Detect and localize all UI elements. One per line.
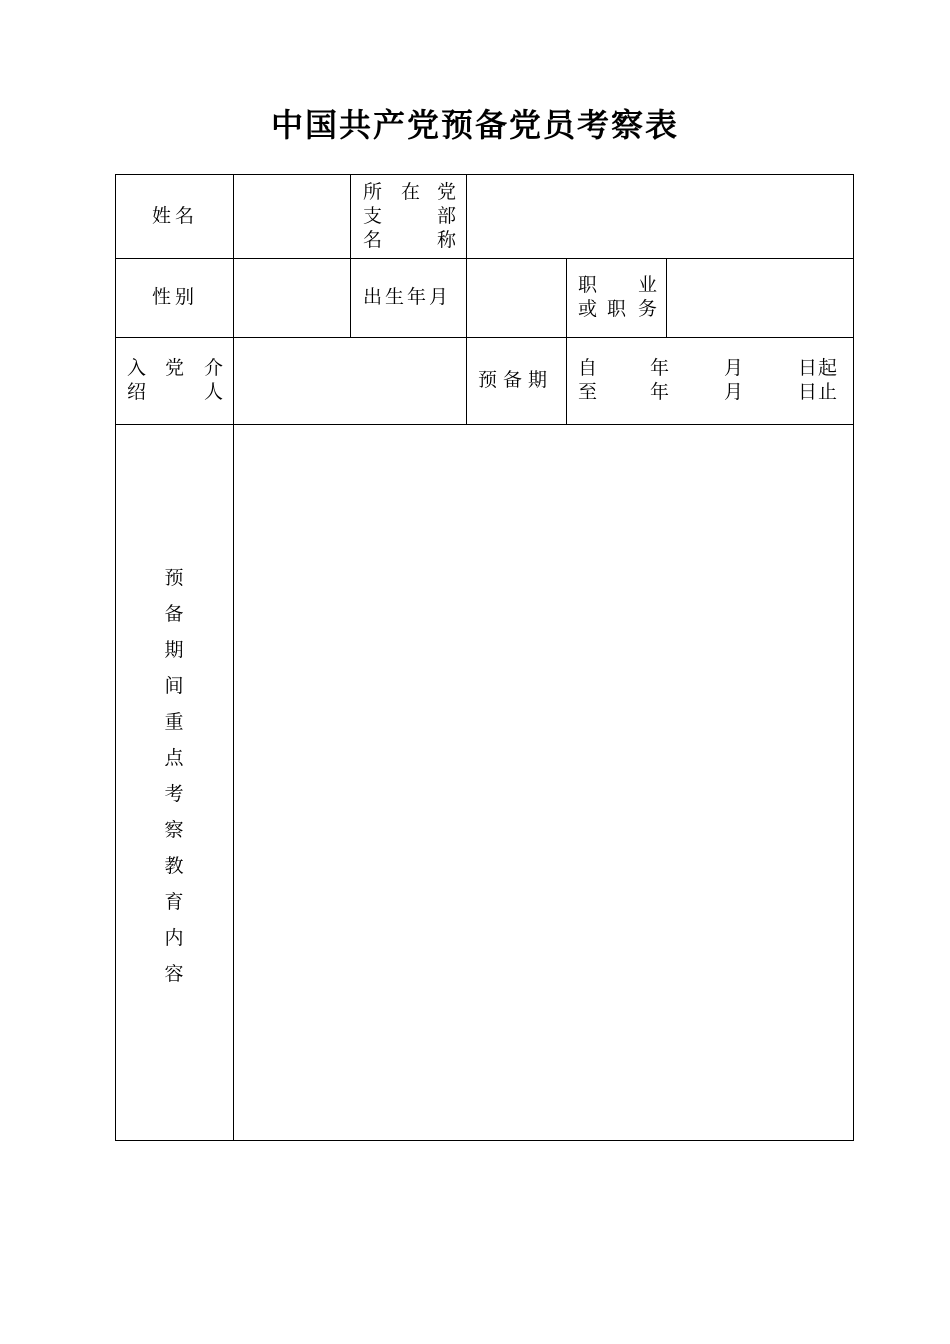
- content-label-char: 预: [164, 567, 184, 589]
- period-to-prefix: 至: [578, 381, 598, 403]
- content-label-char: 容: [164, 963, 184, 985]
- content-label-char: 期: [164, 639, 184, 661]
- content-label-cell: [115, 424, 234, 1141]
- period-from-month: 月: [724, 357, 744, 379]
- content-field[interactable]: [233, 424, 854, 1141]
- job-label-m2: 职: [607, 298, 627, 320]
- branch-label-c3-1: 党: [437, 181, 457, 203]
- introducer-label-l2: 绍: [127, 381, 147, 403]
- name-label: 姓名: [152, 205, 199, 227]
- birth-field[interactable]: [466, 258, 567, 338]
- content-label-char: 间: [164, 675, 184, 697]
- branch-label-c1-1: 所: [363, 181, 383, 203]
- period-from-day: 日起: [798, 357, 839, 379]
- branch-label-c1-3: 名: [363, 229, 383, 251]
- branch-label-c1-2: 支: [363, 205, 383, 227]
- job-label-l2: 或: [578, 298, 598, 320]
- job-label-l1: 职: [578, 274, 598, 296]
- gender-field[interactable]: [233, 258, 351, 338]
- content-label-char: 育: [164, 891, 184, 913]
- content-label-char: 考: [164, 783, 184, 805]
- job-field[interactable]: [666, 258, 854, 338]
- content-label-char: 重: [164, 711, 184, 733]
- name-label-cell: [115, 174, 234, 259]
- period-to-day: 日止: [798, 381, 839, 403]
- birth-label-cell: [350, 258, 467, 338]
- period-to-year: 年: [650, 381, 670, 403]
- page-title: 中国共产党预备党员考察表: [270, 106, 679, 144]
- content-label-char: 备: [164, 603, 184, 625]
- period-from-prefix: 自: [578, 357, 598, 379]
- branch-label-cell: [350, 174, 467, 259]
- gender-label: 性别: [152, 286, 199, 308]
- job-label-r2: 务: [638, 298, 658, 320]
- branch-label-c3-3: 称: [437, 229, 457, 251]
- period-label-cell: [466, 337, 567, 425]
- introducer-label-r1: 介: [204, 357, 224, 379]
- period-to-month: 月: [724, 381, 744, 403]
- birth-label: 出生年月: [363, 286, 452, 308]
- content-label-char: 内: [164, 927, 184, 949]
- gender-label-cell: [115, 258, 234, 338]
- period-field[interactable]: [566, 337, 854, 425]
- period-from-year: 年: [650, 357, 670, 379]
- content-label: [164, 425, 184, 1140]
- introducer-label-r2: 人: [204, 381, 224, 403]
- introducer-field[interactable]: [233, 337, 467, 425]
- branch-label-c2-1: 在: [401, 181, 421, 203]
- branch-field[interactable]: [466, 174, 854, 259]
- period-label: 预备期: [478, 369, 554, 391]
- introducer-label-m1: 党: [165, 357, 185, 379]
- name-field[interactable]: [233, 174, 351, 259]
- job-label-r1: 业: [638, 274, 658, 296]
- job-label-cell: [566, 258, 667, 338]
- content-label-char: 点: [164, 747, 184, 769]
- introducer-label-l1: 入: [127, 357, 147, 379]
- introducer-label-cell: [115, 337, 234, 425]
- content-label-char: 教: [164, 855, 184, 877]
- content-label-char: 察: [164, 819, 184, 841]
- branch-label-c3-2: 部: [437, 205, 457, 227]
